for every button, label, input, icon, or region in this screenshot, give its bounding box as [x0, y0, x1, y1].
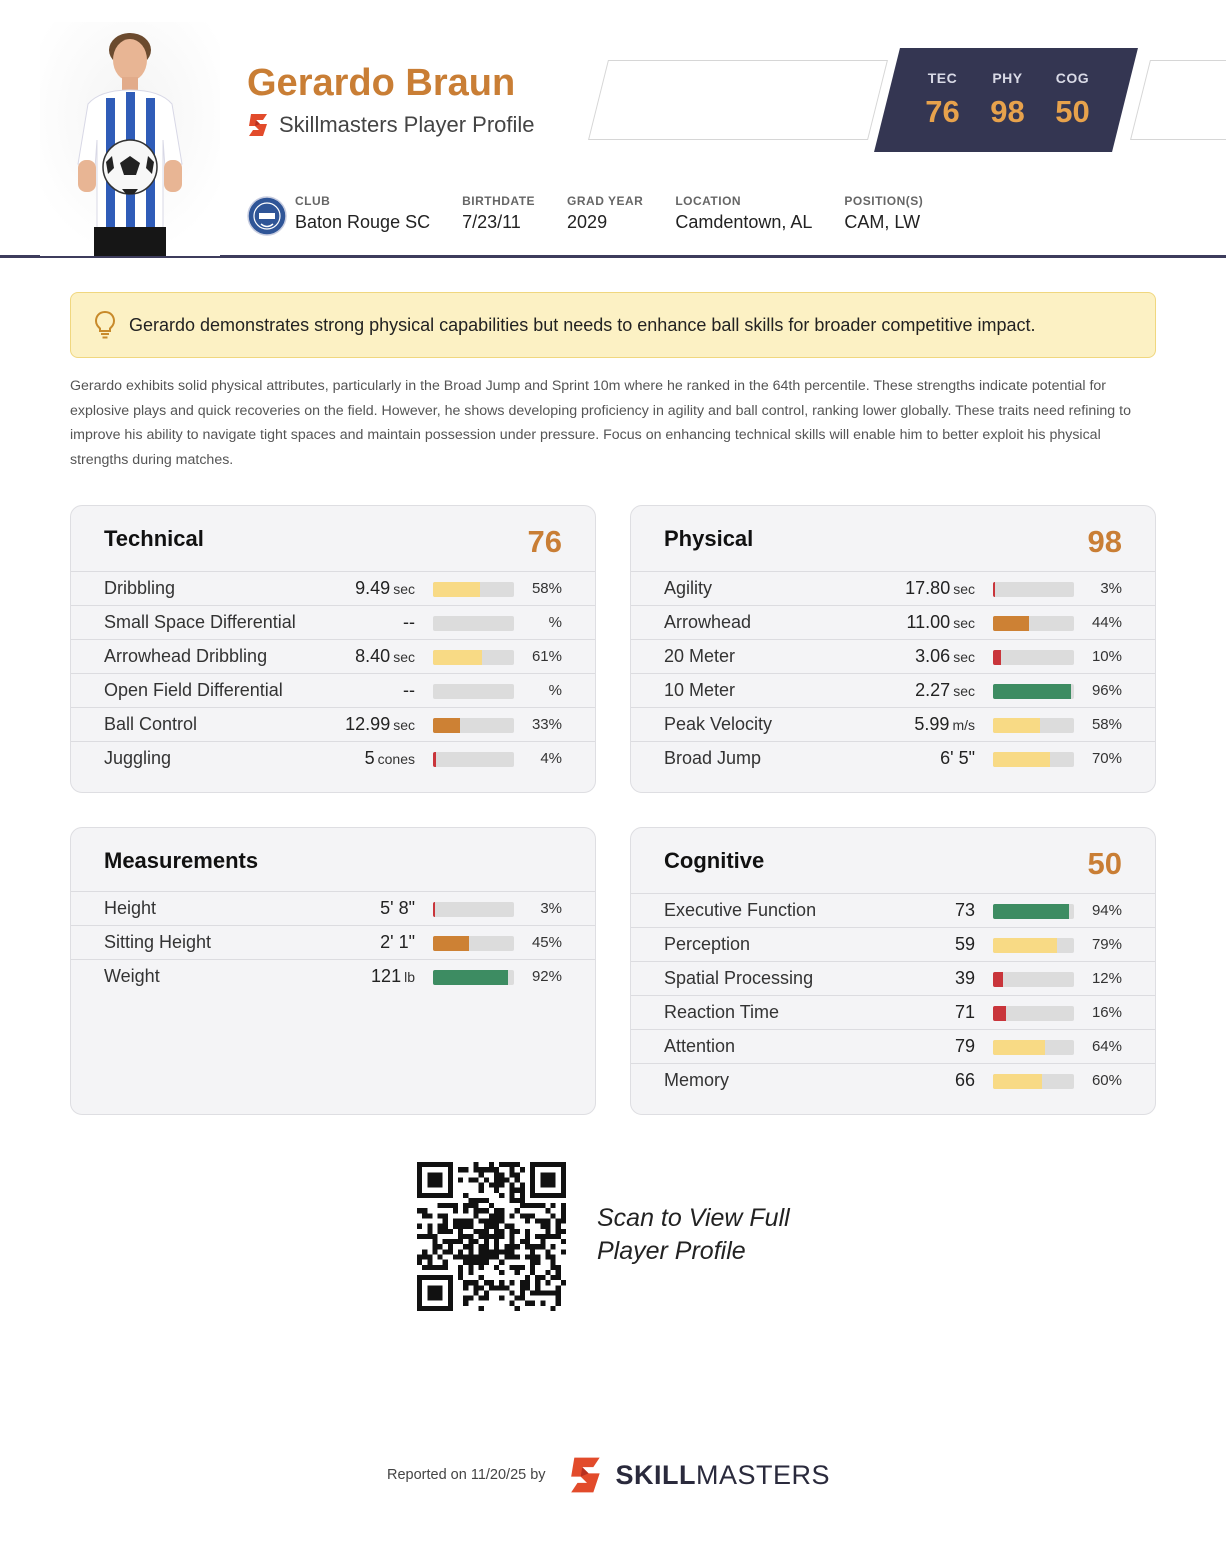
info-label: POSITION(S) [844, 194, 924, 208]
info-club [295, 194, 430, 236]
percentile-bar-fill [433, 718, 460, 733]
score-value: 76 [925, 94, 960, 129]
header-decoration-left [588, 60, 888, 140]
metric-row [71, 606, 595, 640]
metric-row [71, 960, 595, 994]
metric-label: Small Space Differential [104, 612, 296, 632]
physical-card [630, 505, 1156, 793]
metric-value-group [403, 612, 415, 633]
percentile-bar-fill [433, 902, 435, 917]
metric-value-group [906, 612, 975, 633]
percentile-bar [433, 650, 514, 665]
metric-percentile: 3% [1100, 580, 1122, 597]
metric-value: -- [403, 680, 415, 700]
metric-row [71, 742, 595, 776]
percentile-bar [993, 718, 1074, 733]
info-value: 7/23/11 [462, 212, 521, 232]
metric-value: 8.40 [355, 646, 391, 666]
metric-row [631, 996, 1155, 1030]
percentile-bar [433, 718, 514, 733]
metric-value-group [905, 578, 975, 599]
metric-value: 66 [954, 1070, 975, 1090]
qr-code-icon[interactable] [417, 1162, 566, 1311]
metric-row [71, 640, 595, 674]
metric-row [631, 606, 1155, 640]
percentile-bar [993, 752, 1074, 767]
info-positions [844, 194, 923, 236]
metric-unit: cones [377, 751, 415, 767]
score-label: PHY [992, 70, 1023, 86]
percentile-bar-fill [433, 752, 436, 767]
metric-percentile: 61% [531, 648, 562, 665]
card-score: 76 [527, 524, 562, 559]
metric-label: Sitting Height [104, 932, 212, 952]
percentile-bar [993, 684, 1074, 699]
technical-card [70, 505, 596, 793]
percentile-bar-fill [993, 582, 995, 597]
metric-label: Attention [664, 1036, 736, 1056]
metric-row [631, 962, 1155, 996]
metric-value-group [915, 680, 975, 701]
player-info-row [247, 194, 955, 236]
card-title: Technical [104, 526, 204, 551]
metric-value-group [955, 1070, 975, 1091]
percentile-bar [993, 616, 1074, 631]
info-value: Baton Rouge SC [295, 212, 431, 232]
metric-row [71, 926, 595, 960]
metric-row [631, 894, 1155, 928]
metric-row [631, 708, 1155, 742]
metric-value-group [955, 1036, 975, 1057]
metric-unit: sec [953, 683, 975, 699]
score-label: TEC [927, 70, 958, 86]
metric-value-group [380, 898, 415, 919]
metric-row [71, 674, 595, 708]
metric-value: 11.00 [906, 612, 951, 632]
header-decoration-right [1130, 60, 1226, 140]
metric-percentile: 4% [540, 750, 562, 767]
metric-percentile: 96% [1091, 682, 1122, 699]
metric-value-group [380, 932, 415, 953]
metric-value-group [915, 646, 975, 667]
score-value: 50 [1055, 94, 1090, 129]
metric-percentile: 94% [1091, 902, 1122, 919]
percentile-bar [993, 938, 1074, 953]
metric-value: 6' 5" [940, 748, 975, 768]
metric-value: 79 [954, 1036, 975, 1056]
metric-value: 73 [954, 900, 975, 920]
metric-unit: sec [953, 615, 975, 631]
metric-percentile: 64% [1091, 1038, 1122, 1055]
cognitive-card [630, 827, 1156, 1115]
metric-percentile: 70% [1091, 750, 1122, 767]
info-birthdate [462, 194, 535, 236]
metric-value-group [955, 934, 975, 955]
metric-percentile: 33% [531, 716, 562, 733]
metric-value: 17.80 [905, 578, 951, 598]
metric-unit: sec [953, 649, 975, 665]
metric-label: Memory [664, 1070, 730, 1090]
card-score: 50 [1087, 846, 1122, 881]
metric-percentile: 58% [531, 580, 562, 597]
info-label: GRAD YEAR [567, 194, 644, 208]
metric-value: 5.99 [914, 714, 950, 734]
percentile-bar-fill [993, 752, 1050, 767]
skillmasters-logo-icon [247, 112, 271, 138]
percentile-bar-fill [433, 936, 469, 951]
info-value: Camdentown, AL [675, 212, 813, 232]
percentile-bar-fill [993, 938, 1057, 953]
card-title: Cognitive [664, 848, 765, 873]
percentile-bar [433, 616, 514, 631]
metric-row [631, 572, 1155, 606]
percentile-bar [993, 650, 1074, 665]
percentile-bar-fill [993, 616, 1029, 631]
metric-value-group [355, 578, 415, 599]
metric-value: 3.06 [915, 646, 951, 666]
lightbulb-icon [93, 310, 117, 340]
summary-callout [70, 292, 1156, 358]
metric-percentile: 3% [540, 900, 562, 917]
score-label: COG [1055, 70, 1090, 86]
brand-wordmark [616, 1460, 831, 1491]
metric-value-group [371, 966, 415, 987]
player-name: Gerardo Braun [247, 62, 516, 104]
summary-text: Gerardo demonstrates strong physical capabilities but needs to enhance ball skills for broader competitive impact. [129, 314, 1036, 335]
card-header [631, 828, 1155, 894]
percentile-bar-fill [993, 1074, 1042, 1089]
score-cog [1055, 48, 1089, 152]
metric-label: Peak Velocity [664, 714, 773, 734]
percentile-bar [433, 582, 514, 597]
percentile-bar [433, 752, 514, 767]
card-score: 98 [1087, 524, 1122, 559]
percentile-bar [993, 582, 1074, 597]
metric-row [631, 640, 1155, 674]
metric-value: -- [403, 612, 415, 632]
metric-percentile: 12% [1091, 970, 1122, 987]
percentile-bar [993, 1006, 1074, 1021]
metric-label: Dribbling [104, 578, 176, 598]
percentile-bar-fill [993, 650, 1001, 665]
player-photo [40, 22, 220, 256]
metric-label: 20 Meter [664, 646, 736, 666]
metric-rows [71, 892, 595, 994]
metric-row [631, 928, 1155, 962]
metric-percentile: 79% [1091, 936, 1122, 953]
percentile-bar [993, 1074, 1074, 1089]
metric-unit: sec [393, 717, 415, 733]
metric-label: Juggling [104, 748, 172, 768]
metric-row [71, 572, 595, 606]
percentile-bar [433, 970, 514, 985]
metric-value-group [345, 714, 415, 735]
card-header [631, 506, 1155, 572]
percentile-bar-fill [993, 1006, 1006, 1021]
metric-label: Height [104, 898, 157, 918]
metric-label: Weight [104, 966, 160, 986]
metric-value: 71 [954, 1002, 975, 1022]
metric-label: Ball Control [104, 714, 198, 734]
metric-label: Arrowhead Dribbling [104, 646, 268, 666]
metric-value-group [955, 900, 975, 921]
brand-bold: SKILL [615, 1459, 697, 1490]
metric-percentile: 16% [1091, 1004, 1122, 1021]
metric-value: 121 [371, 966, 402, 986]
metric-value-group [955, 1002, 975, 1023]
metric-rows [71, 572, 595, 776]
percentile-bar [433, 684, 514, 699]
metric-value-group [403, 680, 415, 701]
info-location [675, 194, 812, 236]
metric-unit: m/s [952, 717, 975, 733]
percentile-bar-fill [433, 650, 482, 665]
club-badge-icon [247, 196, 287, 236]
percentile-bar-fill [993, 684, 1071, 699]
metric-unit: sec [393, 581, 415, 597]
metric-row [631, 1030, 1155, 1064]
metric-percentile: % [548, 614, 562, 631]
metric-percentile: 92% [531, 968, 562, 985]
metric-value: 2.27 [915, 680, 951, 700]
metric-percentile: % [548, 682, 562, 699]
metric-label: Executive Function [664, 900, 817, 920]
score-value: 98 [990, 94, 1025, 129]
info-grad-year [567, 194, 643, 236]
percentile-bar-fill [993, 972, 1003, 987]
metric-value: 39 [954, 968, 975, 988]
profile-description: Gerardo exhibits solid physical attributes, particularly in the Broad Jump and Sprint 10m where he ranked in the 64th percentile. These strengths indicate potential for explosive plays and quick recoveries on the field. However, he shows developing proficiency in agility and ball control, ranking lower globally. These traits need refining to improve his ability to navigate tight spaces and maintain possession under pressure. Focus on enhancing technical skills will enable him to better exploit his physical strengths during matches. [70, 378, 1131, 468]
percentile-bar [993, 972, 1074, 987]
percentile-bar-fill [433, 970, 508, 985]
percentile-bar [433, 936, 514, 951]
metric-percentile: 10% [1091, 648, 1122, 665]
info-value: 2029 [567, 212, 608, 232]
metric-label: Perception [664, 934, 751, 954]
metric-value: 5' 8" [380, 898, 415, 918]
qr-caption: Scan to View Full Player Profile [597, 1204, 790, 1265]
metric-percentile: 60% [1091, 1072, 1122, 1089]
measurements-card [70, 827, 596, 1115]
metric-value-group [940, 748, 975, 769]
metric-rows [631, 572, 1155, 776]
percentile-bar-fill [993, 904, 1069, 919]
percentile-bar [433, 902, 514, 917]
metric-value-group [365, 748, 415, 769]
metric-label: Agility [664, 578, 713, 598]
metric-row [631, 1064, 1155, 1098]
card-header [71, 828, 595, 892]
card-title: Measurements [104, 848, 259, 873]
percentile-bar-fill [993, 718, 1040, 733]
score-panel [900, 48, 1115, 152]
card-header [71, 506, 595, 572]
percentile-bar-fill [993, 1040, 1045, 1055]
metric-unit: lb [404, 969, 415, 985]
profile-subtitle-row [247, 112, 535, 138]
info-label: BIRTHDATE [462, 194, 536, 208]
footer [387, 1454, 830, 1496]
score-phy [990, 48, 1024, 152]
percentile-bar [993, 1040, 1074, 1055]
percentile-bar [993, 904, 1074, 919]
metric-value: 2' 1" [380, 932, 415, 952]
metric-value: 12.99 [345, 714, 391, 734]
metric-percentile: 45% [531, 934, 562, 951]
metric-value: 59 [954, 934, 975, 954]
card-title: Physical [664, 526, 754, 551]
metric-label: Arrowhead [664, 612, 752, 632]
reported-date: Reported on 11/20/25 by [387, 1467, 546, 1483]
metric-unit: sec [393, 649, 415, 665]
metric-label: Spatial Processing [664, 968, 814, 988]
skillmasters-logo-icon [568, 1454, 606, 1496]
metric-value: 9.49 [355, 578, 391, 598]
profile-header [0, 0, 1226, 258]
metric-percentile: 58% [1091, 716, 1122, 733]
metric-label: Reaction Time [664, 1002, 780, 1022]
metric-label: 10 Meter [664, 680, 736, 700]
profile-subtitle: Skillmasters Player Profile [279, 112, 535, 137]
metric-value-group [355, 646, 415, 667]
metric-percentile: 44% [1091, 614, 1122, 631]
info-value: CAM, LW [844, 212, 921, 232]
metric-value: 5 [364, 748, 375, 768]
metric-label: Broad Jump [664, 748, 762, 768]
score-tec [925, 48, 959, 152]
brand-rest: MASTERS [696, 1459, 831, 1490]
metric-row [631, 674, 1155, 708]
metric-row [71, 892, 595, 926]
metric-value-group [914, 714, 975, 735]
metric-label: Open Field Differential [104, 680, 283, 700]
metric-unit: sec [953, 581, 975, 597]
metric-row [631, 742, 1155, 776]
info-label: LOCATION [675, 194, 742, 208]
metric-rows [631, 894, 1155, 1098]
info-label: CLUB [295, 194, 331, 208]
metric-row [71, 708, 595, 742]
percentile-bar-fill [433, 582, 480, 597]
metric-value-group [955, 968, 975, 989]
